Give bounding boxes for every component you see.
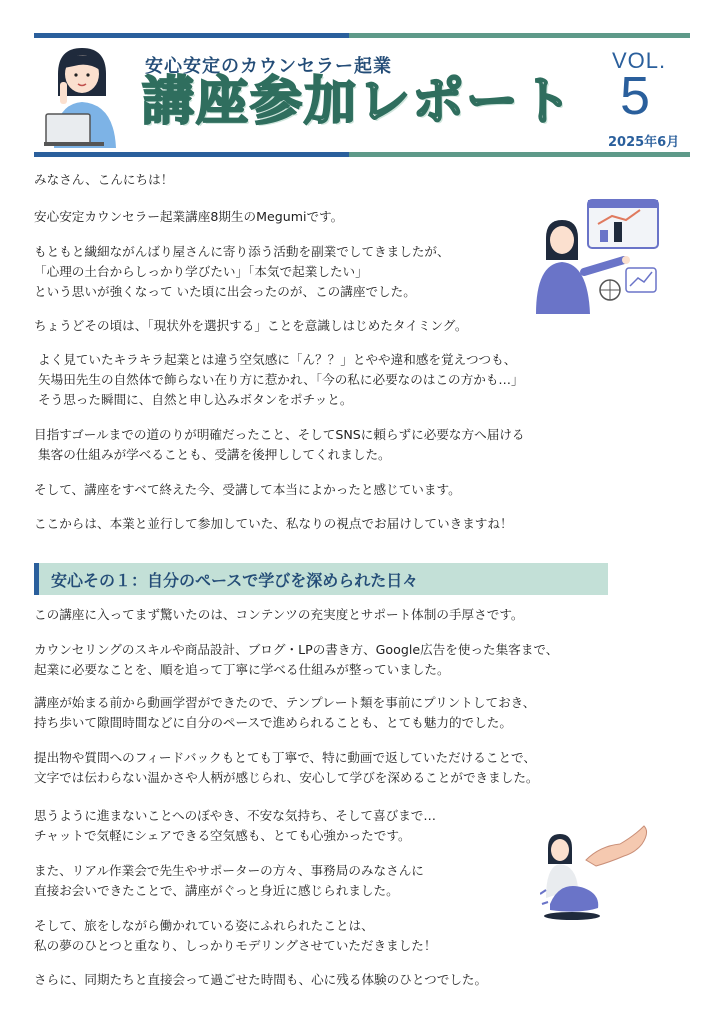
volume-number: 5	[620, 66, 651, 126]
woman-support-hand-illustration	[540, 818, 652, 922]
volume-label: VOL.	[612, 48, 667, 73]
woman-laptop-illustration	[44, 44, 132, 148]
issue-date: 2025年6月	[608, 135, 680, 150]
header-bottom-rule	[34, 152, 690, 157]
header-top-rule	[34, 33, 690, 38]
section-paragraph: この講座に入ってまず驚いたのは、コンテンツの充実度とサポート体制の手厚さです。	[34, 607, 524, 622]
intro-paragraph: 安心安定カウンセラー起業講座8期生のMegumiです。	[34, 209, 344, 224]
section-paragraph: 思うように進まないことへのぼやき、不安な気持ち、そして喜びまで… チャットで気軽にシェアできる空気感も、とても心強かったです。	[34, 808, 436, 843]
intro-paragraph: そして、講座をすべて終えた今、受講して本当によかったと感じています。	[34, 482, 461, 497]
intro-paragraph: よく見ていたキラキラ起業とは違う空気感に「ん？？」とやや違和感を覚えつつも、 矢場田先生の自然体で飾らない在り方に惹かれ、「今の私に必要なのはこの方かも…」 そう思った瞬間に、自然と申し込みボタンをポチッと。	[38, 352, 524, 407]
section-heading	[34, 563, 608, 595]
header-subtitle: 安心安定のカウンセラー起業	[145, 56, 392, 77]
section-paragraph: カウンセリングのスキルや商品設計、ブログ・LPの書き方、Google広告を使った集客まで、 起業に必要なことを、順を追って丁寧に学べる仕組みが整っていました。	[34, 642, 559, 677]
section-paragraph: 提出物や質問へのフィードバックもとても丁寧で、特に動画で返していただけることで、 文字では伝わらない温かさや人柄が感じられ、安心して学びを深めることができました。	[34, 750, 539, 785]
section-heading-bar	[34, 563, 39, 595]
intro-paragraph: ちょうどその頃は、「現状外を選択する」ことを意識しはじめたタイミング。	[34, 318, 468, 333]
intro-paragraph: ここからは、本業と並行して参加していた、私なりの視点でお届けしていきますね！	[34, 516, 513, 531]
intro-paragraph: もともと繊細ながんばり屋さんに寄り添う活動を副業でしてきましたが、 「心理の土台からしっかり学びたい」「本気で起業したい」 という思いが強くなって いた頃に出会ったのが、この講座でした。	[34, 244, 450, 299]
section-paragraph: また、リアル作業会で先生やサポーターの方々、事務局のみなさんに 直接お会いできたことで、講座がぐっと身近に感じられました。	[34, 863, 424, 898]
page-title: 講座参加レポート	[142, 72, 575, 132]
section-paragraph: そして、旅をしながら働かれている姿にふれられたことは、 私の夢のひとつと重なり、しっかりモデリングさせていただきました！	[34, 918, 437, 953]
presenter-chart-illustration	[528, 198, 662, 314]
section-paragraph: 講座が始まる前から動画学習ができたので、テンプレート類を事前にプリントしておき、 持ち歩いて隙間時間などに自分のペースで進められることも、とても魅力的でした。	[34, 695, 536, 730]
intro-paragraph: みなさん、こんにちは！	[34, 172, 174, 187]
section-heading-text: 安心その１：自分のペースで学びを深められた日々	[51, 570, 419, 590]
section-paragraph: さらに、同期たちと直接会って過ごせた時間も、心に残る体験のひとつでした。	[34, 972, 488, 987]
intro-paragraph: 目指すゴールまでの道のりが明確だったこと、そしてSNSに頼らずに必要な方へ届ける 集客の仕組みが学べることも、受講を後押ししてくれました。	[34, 427, 525, 462]
